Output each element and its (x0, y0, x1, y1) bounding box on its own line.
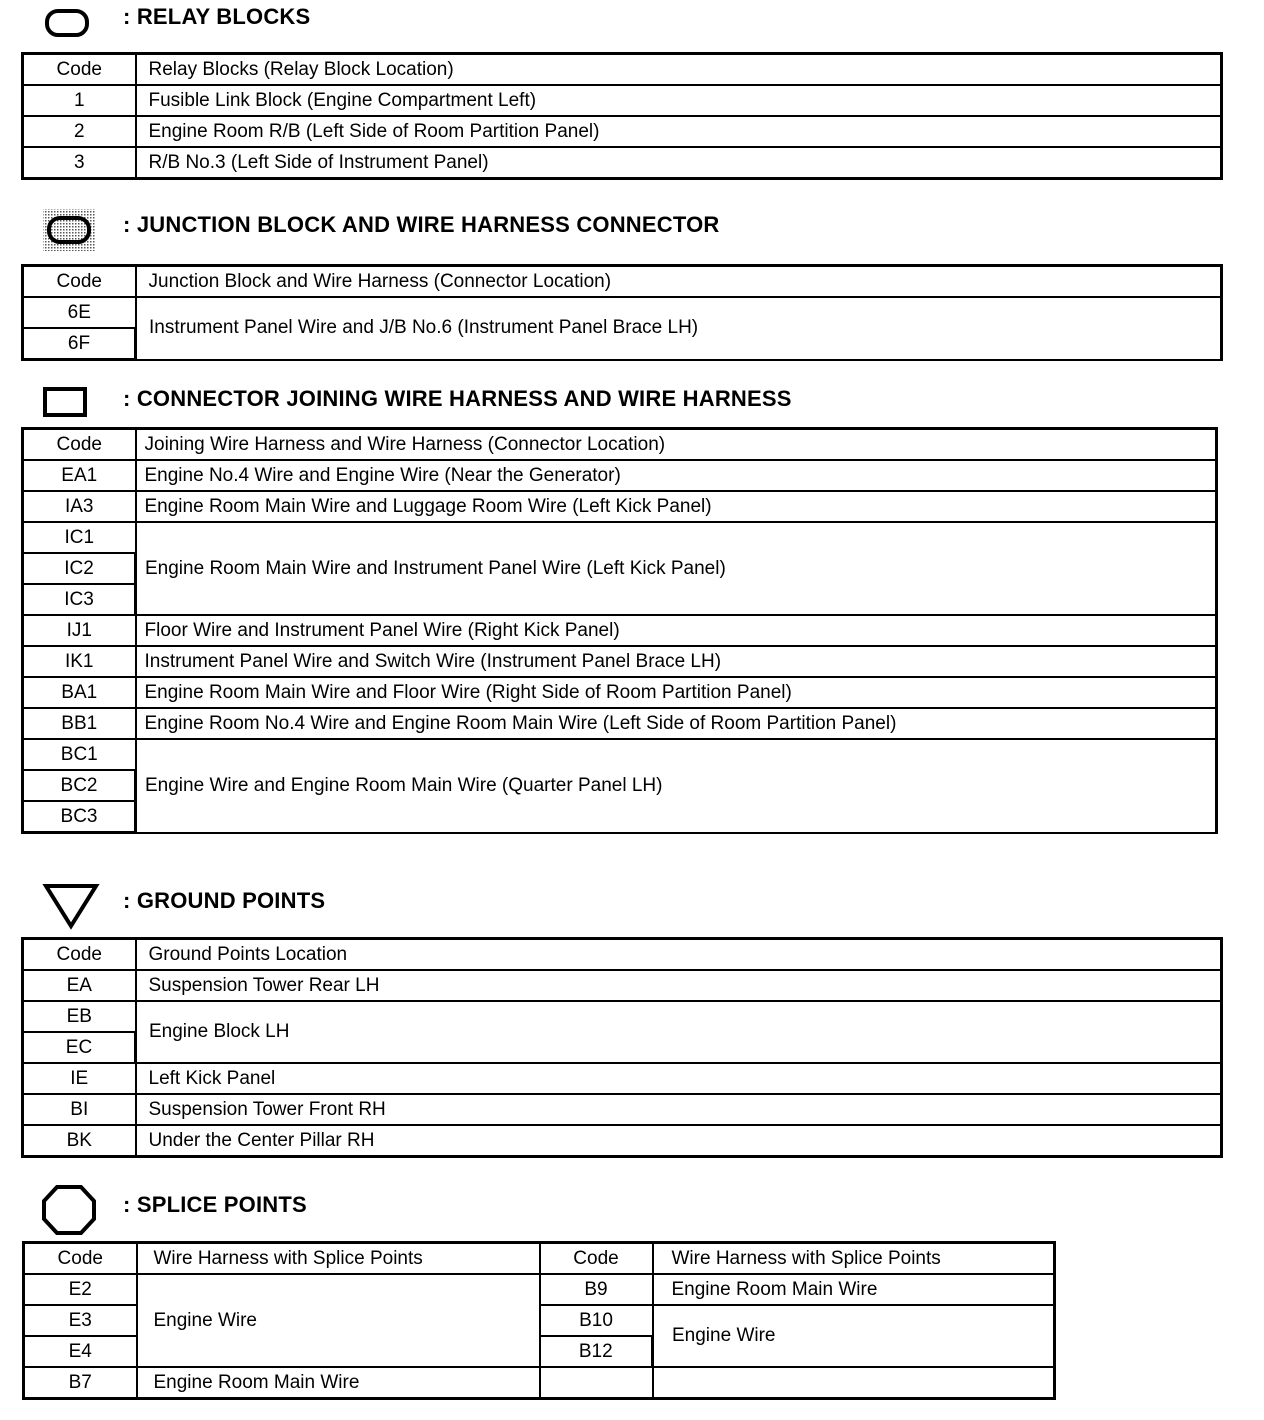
table-row (23, 85, 1222, 116)
desc-cell: Left Kick Panel (136, 1063, 1222, 1094)
code-header: Code (23, 939, 136, 971)
code-cell: IC2 (23, 553, 136, 584)
junction-block-table (21, 264, 1223, 361)
code-cell: IJ1 (23, 615, 136, 646)
desc-cell: Engine Wire (137, 1274, 540, 1367)
code-cell: 1 (23, 85, 136, 116)
desc-header: Relay Blocks (Relay Block Location) (136, 54, 1222, 86)
rectangle-icon (42, 384, 88, 420)
code-cell: 6E (23, 297, 136, 328)
desc-cell: Floor Wire and Instrument Panel Wire (Right Kick Panel) (136, 615, 1217, 646)
code-header: Code (24, 1243, 137, 1275)
relay-blocks-table (21, 52, 1223, 180)
desc-cell: Instrument Panel Wire and J/B No.6 (Instrument Panel Brace LH) (136, 297, 1222, 360)
desc-cell: Engine Room Main Wire and Floor Wire (Right Side of Room Partition Panel) (136, 677, 1217, 708)
code-cell: IC1 (23, 522, 136, 553)
table-row (23, 970, 1222, 1001)
code-cell: BC1 (23, 739, 136, 770)
desc-cell (653, 1367, 1055, 1399)
code-cell: BI (23, 1094, 136, 1125)
table-row (23, 460, 1217, 491)
code-cell: B12 (540, 1336, 653, 1367)
desc-cell: Fusible Link Block (Engine Compartment Left) (136, 85, 1222, 116)
table-header-row (23, 429, 1217, 461)
code-cell: EB (23, 1001, 136, 1032)
octagon-icon (40, 1184, 98, 1236)
code-cell: EA1 (23, 460, 136, 491)
code-header: Code (23, 266, 136, 298)
desc-cell: Instrument Panel Wire and Switch Wire (Instrument Panel Brace LH) (136, 646, 1217, 677)
desc-cell: Engine Room Main Wire and Luggage Room Wire (Left Kick Panel) (136, 491, 1217, 522)
table-row (23, 739, 1217, 770)
desc-cell: Engine Wire (653, 1305, 1055, 1367)
code-cell (540, 1367, 653, 1399)
code-cell: E4 (24, 1336, 137, 1367)
table-row (23, 491, 1217, 522)
desc-header: Ground Points Location (136, 939, 1222, 971)
desc-cell: Engine No.4 Wire and Engine Wire (Near the Generator) (136, 460, 1217, 491)
code-cell: IK1 (23, 646, 136, 677)
desc-cell: Under the Center Pillar RH (136, 1125, 1222, 1157)
code-cell: B10 (540, 1305, 653, 1336)
desc-header: Joining Wire Harness and Wire Harness (Connector Location) (136, 429, 1217, 461)
table-row (23, 615, 1217, 646)
desc-header: Wire Harness with Splice Points (137, 1243, 540, 1275)
code-cell: BK (23, 1125, 136, 1157)
table-row (23, 1001, 1222, 1032)
code-cell: EA (23, 970, 136, 1001)
shaded-rounded-rect-icon (42, 208, 96, 252)
table-header-row (23, 939, 1222, 971)
section-title: : RELAY BLOCKS (123, 4, 311, 29)
section-title: : SPLICE POINTS (123, 1192, 307, 1217)
code-header: Code (540, 1243, 653, 1275)
table-row (23, 646, 1217, 677)
desc-cell: Engine Room Main Wire and Instrument Panel Wire (Left Kick Panel) (136, 522, 1217, 615)
table-header-row (24, 1243, 1055, 1275)
section-title: : GROUND POINTS (123, 888, 326, 913)
section-title: : CONNECTOR JOINING WIRE HARNESS AND WIRE HARNESS (123, 386, 792, 411)
desc-header: Wire Harness with Splice Points (653, 1243, 1055, 1275)
code-header: Code (23, 429, 136, 461)
triangle-down-icon (42, 882, 100, 930)
section-title: : JUNCTION BLOCK AND WIRE HARNESS CONNECTOR (123, 212, 720, 237)
code-cell: B9 (540, 1274, 653, 1305)
desc-cell: Suspension Tower Rear LH (136, 970, 1222, 1001)
code-cell: IE (23, 1063, 136, 1094)
table-row (23, 677, 1217, 708)
desc-cell: Engine Wire and Engine Room Main Wire (Quarter Panel LH) (136, 739, 1217, 833)
code-cell: E2 (24, 1274, 137, 1305)
desc-cell: Engine Room No.4 Wire and Engine Room Main Wire (Left Side of Room Partition Panel) (136, 708, 1217, 739)
code-cell: BC2 (23, 770, 136, 801)
code-cell: B7 (24, 1367, 137, 1399)
junction-block-header (0, 206, 1264, 246)
table-row (23, 1094, 1222, 1125)
table-row (24, 1274, 1055, 1305)
splice-points-header (0, 1184, 1264, 1224)
splice-points-table (22, 1241, 1056, 1400)
code-cell: IA3 (23, 491, 136, 522)
table-row (24, 1367, 1055, 1399)
desc-header: Junction Block and Wire Harness (Connector Location) (136, 266, 1222, 298)
table-row (23, 116, 1222, 147)
table-row (23, 522, 1217, 553)
connector-joining-header (0, 380, 1264, 420)
code-cell: EC (23, 1032, 136, 1063)
table-header-row (23, 54, 1222, 86)
code-cell: 6F (23, 328, 136, 360)
table-row (23, 147, 1222, 179)
desc-cell: Engine Block LH (136, 1001, 1222, 1063)
ground-points-table (21, 937, 1223, 1158)
table-header-row (23, 266, 1222, 298)
desc-cell: Suspension Tower Front RH (136, 1094, 1222, 1125)
relay-blocks-header (0, 0, 1264, 40)
rounded-rect-icon (44, 6, 90, 38)
desc-cell: Engine Room Main Wire (137, 1367, 540, 1399)
ground-points-header (0, 882, 1264, 922)
table-row (23, 1063, 1222, 1094)
code-cell: BA1 (23, 677, 136, 708)
code-header: Code (23, 54, 136, 86)
table-row (23, 297, 1222, 328)
table-row (23, 708, 1217, 739)
connector-joining-table (21, 427, 1218, 834)
code-cell: 2 (23, 116, 136, 147)
code-cell: 3 (23, 147, 136, 179)
desc-cell: Engine Room R/B (Left Side of Room Partition Panel) (136, 116, 1222, 147)
code-cell: E3 (24, 1305, 137, 1336)
code-cell: IC3 (23, 584, 136, 615)
desc-cell: Engine Room Main Wire (653, 1274, 1055, 1305)
code-cell: BB1 (23, 708, 136, 739)
desc-cell: R/B No.3 (Left Side of Instrument Panel) (136, 147, 1222, 179)
code-cell: BC3 (23, 801, 136, 833)
table-row (23, 1125, 1222, 1157)
